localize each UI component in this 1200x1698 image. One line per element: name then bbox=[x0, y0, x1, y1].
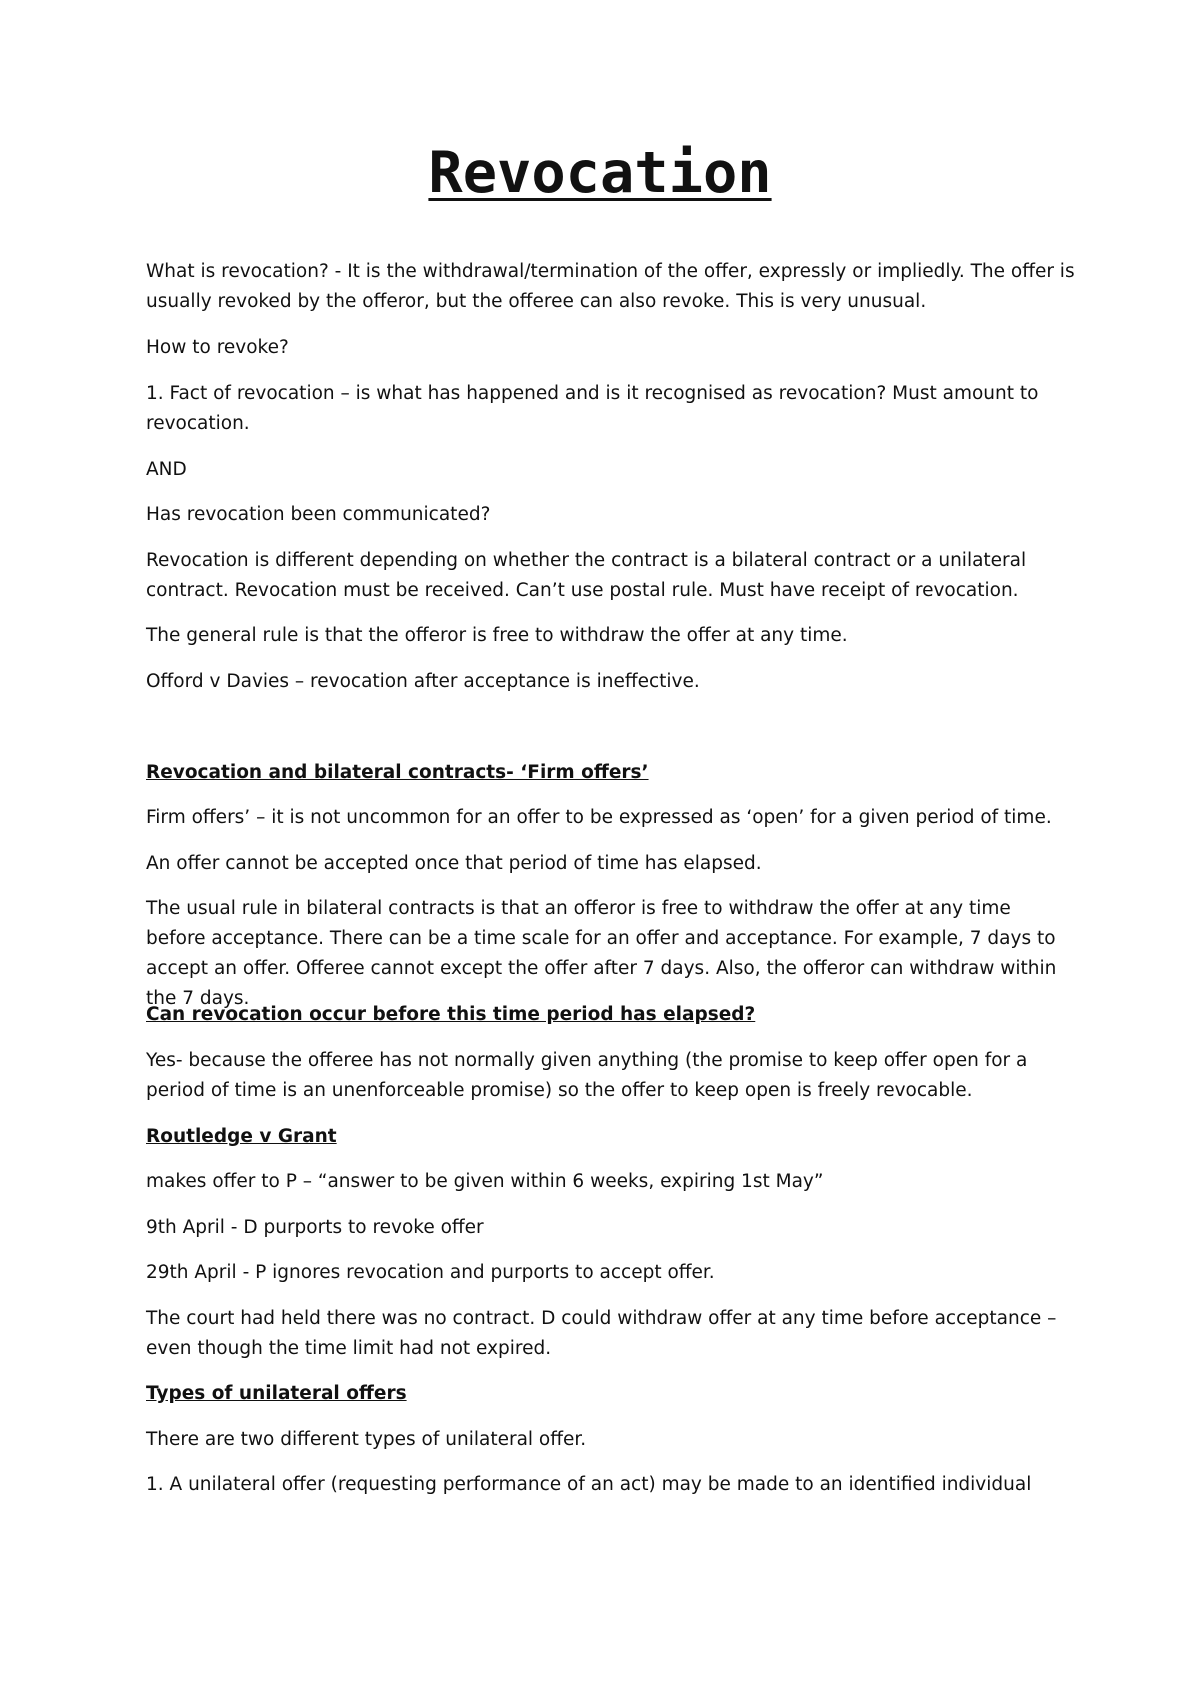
paragraph-communicated: Has revocation been communicated? bbox=[146, 504, 491, 525]
paragraph-bilateral-unilateral: Revocation is different depending on whether the contract is a bilateral contract or a unilateral contract. Revocation must be received. Can’t use postal rule. Must have receipt of revocation. bbox=[146, 550, 1027, 601]
paragraph-court-held: The court had held there was no contract. D could withdraw offer at any time before acceptance – even though the time limit had not expired. bbox=[146, 1308, 1057, 1359]
paragraph-how-to-revoke: How to revoke? bbox=[146, 337, 289, 358]
paragraph-makes-offer: makes offer to P – “answer to be given within 6 weeks, expiring 1st May” bbox=[146, 1171, 824, 1192]
document-title: Revocation bbox=[428, 140, 772, 206]
paragraph-unilateral-offer-1: 1. A unilateral offer (requesting performance of an act) may be made to an identified individual bbox=[146, 1474, 1032, 1495]
paragraph-9th-april: 9th April - D purports to revoke offer bbox=[146, 1217, 484, 1238]
heading-firm-offers: Revocation and bilateral contracts- ‘Firm offers’ bbox=[146, 762, 649, 783]
heading-types-of-unilateral-offers: Types of unilateral offers bbox=[146, 1383, 407, 1404]
paragraph-two-types: There are two different types of unilateral offer. bbox=[146, 1429, 587, 1450]
paragraph-firm-offers: Firm offers’ – it is not uncommon for an offer to be expressed as ‘open’ for a given period of time. bbox=[146, 807, 1052, 828]
paragraph-yes-because: Yes- because the offeree has not normally given anything (the promise to keep offer open for a period of time is an unenforceable promise) so the offer to keep open is freely revocable. bbox=[146, 1050, 1028, 1101]
heading-can-revocation-occur: Can revocation occur before this time period has elapsed? bbox=[146, 1004, 756, 1025]
paragraph-definition: What is revocation? - It is the withdrawal/termination of the offer, expressly or impliedly. The offer is usually revoked by the offeror, but the offeree can also revoke. This is very unusual. bbox=[146, 261, 1075, 312]
paragraph-fact-of-revocation: 1. Fact of revocation – is what has happened and is it recognised as revocation? Must amount to revocation. bbox=[146, 383, 1039, 434]
paragraph-cannot-be-accepted: An offer cannot be accepted once that period of time has elapsed. bbox=[146, 853, 762, 874]
heading-routledge-v-grant: Routledge v Grant bbox=[146, 1126, 337, 1147]
paragraph-general-rule: The general rule is that the offeror is free to withdraw the offer at any time. bbox=[146, 625, 848, 646]
paragraph-offord-v-davies: Offord v Davies – revocation after acceptance is ineffective. bbox=[146, 671, 700, 692]
paragraph-usual-rule: The usual rule in bilateral contracts is that an offeror is free to withdraw the offer at any time before acceptance. There can be a time scale for an offer and acceptance. For example, 7 days to accept an offer. Offeree cannot except the offer after 7 days. Also, the offeror can withdraw within the 7 days. bbox=[146, 898, 1057, 1009]
paragraph-29th-april: 29th April - P ignores revocation and purports to accept offer. bbox=[146, 1262, 715, 1283]
paragraph-and: AND bbox=[146, 459, 187, 480]
